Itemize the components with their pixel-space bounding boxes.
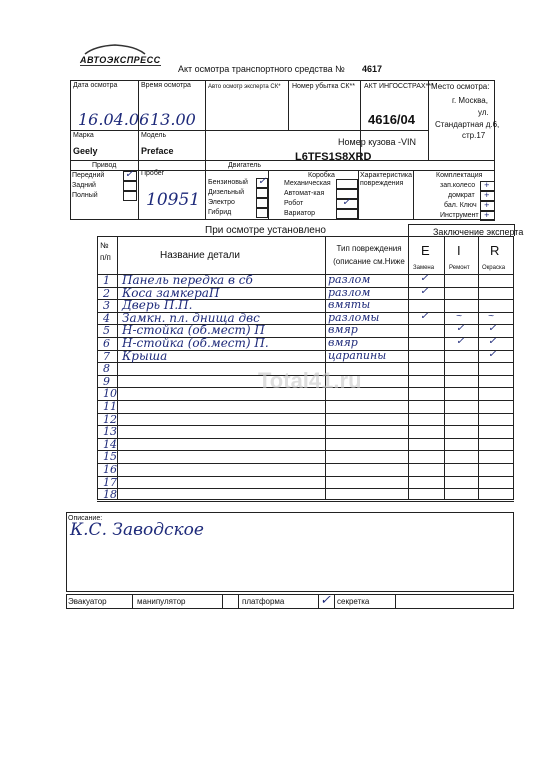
row-part-name[interactable]: Замкн. пл. днища двс <box>122 310 260 325</box>
act-number: 4617 <box>362 64 383 74</box>
row-damage-type[interactable]: разлом <box>328 285 371 299</box>
row-number: 14 <box>103 437 117 451</box>
watermark: Total41.ru <box>258 368 362 393</box>
engine-check-diesel[interactable] <box>256 188 268 198</box>
column-i: I <box>457 243 461 258</box>
check-mark-icon: ✓ <box>488 348 497 360</box>
row-damage-type[interactable]: вмяр <box>328 323 358 337</box>
place-label: Место осмотра: <box>431 82 490 91</box>
check-mark-icon: + <box>484 200 490 210</box>
check-mark-icon: ✓ <box>488 336 497 347</box>
row-damage-type[interactable]: царапины <box>328 348 387 362</box>
mileage-value: 10951 <box>146 190 201 210</box>
description-text: К.С. Заводское <box>70 520 204 540</box>
agent-label: Авто осмотр эксперта СК* <box>208 84 281 90</box>
row-part-name[interactable]: Панель передка в сб <box>122 273 253 287</box>
evacuator-option-secretka: секретка <box>337 597 370 606</box>
engine-check-hybrid[interactable] <box>256 208 268 218</box>
ingos-label: АКТ ИНГОССТРАХ*** <box>364 83 434 90</box>
row-number: 10 <box>103 387 117 401</box>
mileage-label: Пробег <box>141 170 165 177</box>
evacuator-row <box>66 594 514 609</box>
document-title: Акт осмотра транспортного средства № <box>178 64 345 74</box>
table-row-divider <box>97 425 514 426</box>
gearbox-check-manual[interactable] <box>336 179 358 189</box>
row-number: 1 <box>103 274 110 287</box>
row-number: 4 <box>103 311 110 325</box>
column-type: Тип повреждения (описание см.Ниже <box>333 244 405 266</box>
loss-number-label: Номер убытка СК** <box>292 83 355 90</box>
row-number: 6 <box>103 337 110 350</box>
gearbox-check-variator[interactable] <box>336 209 358 219</box>
evacuator-label: Эвакуатор <box>68 597 107 606</box>
gearbox-option-robot: Робот <box>284 200 304 207</box>
row-number: 16 <box>103 463 117 476</box>
row-damage-type[interactable]: вмяр <box>328 336 358 349</box>
table-row-divider <box>97 413 514 414</box>
vin-value: L6TFS1S8XRD <box>295 151 372 163</box>
drive-check-all[interactable] <box>123 191 137 201</box>
row-number: 2 <box>103 286 110 300</box>
table-row-divider <box>97 476 514 477</box>
check-mark-icon: ✓ <box>342 197 351 208</box>
gearbox-label: Коробка <box>308 172 335 179</box>
row-part-name[interactable]: Крыша <box>122 348 168 363</box>
row-number: 7 <box>103 349 110 363</box>
row-number: 18 <box>103 488 117 502</box>
table-row-divider <box>97 450 514 451</box>
equipment-item-tools: Инструмент <box>440 212 479 219</box>
check-mark-icon: ✓ <box>488 323 497 335</box>
brand-label: Марка <box>73 132 94 139</box>
check-mark-icon: ✓ <box>125 169 134 180</box>
date-value: 16.04.06 <box>78 110 150 129</box>
engine-option-diesel: Дизельный <box>208 189 244 196</box>
check-mark-icon: ~ <box>488 310 494 322</box>
drive-option-front: Передний <box>72 172 105 179</box>
row-damage-type[interactable]: разлом <box>328 273 371 286</box>
check-mark-icon: ✓ <box>320 592 331 607</box>
row-damage-type[interactable]: разломы <box>328 310 380 324</box>
table-row-divider <box>97 488 514 489</box>
check-mark-icon: ✓ <box>420 285 429 297</box>
evacuator-option-platform: платформа <box>242 597 285 606</box>
logo <box>80 52 161 72</box>
row-number: 5 <box>103 324 110 338</box>
row-number: 12 <box>103 412 117 426</box>
check-mark-icon: ✓ <box>420 273 429 284</box>
check-mark-icon: + <box>484 180 490 190</box>
column-e: E <box>421 243 430 258</box>
drive-check-rear[interactable] <box>123 181 137 191</box>
place-line-1: г. Москва, <box>452 96 488 105</box>
row-number: 3 <box>103 299 110 313</box>
expert-header: Заключение эксперта <box>433 227 524 237</box>
row-part-name[interactable]: Дверь П.П. <box>122 298 193 313</box>
gearbox-option-automatic: Автомат-кая <box>284 190 325 197</box>
time-value: 13.00 <box>150 110 196 129</box>
gearbox-option-variator: Вариатор <box>284 210 316 217</box>
drive-option-all: Полный <box>72 192 98 199</box>
column-e-sub: Замена <box>413 265 435 271</box>
damage-character-label: Характеристика повреждения <box>360 172 413 187</box>
row-number: 13 <box>103 425 117 439</box>
column-num: № п/п <box>100 241 111 262</box>
check-mark-icon: ✓ <box>456 323 465 335</box>
column-i-sub: Ремонт <box>449 265 470 271</box>
column-r: R <box>490 243 500 258</box>
drive-label: Привод <box>92 162 117 169</box>
engine-label: Двигатель <box>228 162 262 169</box>
check-mark-icon: ✓ <box>420 310 429 322</box>
table-row-divider <box>97 400 514 401</box>
engine-option-hybrid: Гибрид <box>208 209 232 216</box>
row-part-name[interactable]: Н-стойка (об.мест) П <box>122 323 265 338</box>
inspection-header: При осмотре установлено <box>205 225 326 236</box>
column-part: Название детали <box>160 250 240 261</box>
engine-check-electric[interactable] <box>256 198 268 208</box>
row-number: 15 <box>103 450 117 464</box>
row-number: 8 <box>103 362 110 376</box>
ingos-value: 4616/04 <box>368 112 415 127</box>
evacuator-option-manipulator: манипулятор <box>137 597 186 606</box>
row-damage-type[interactable]: вмяты <box>328 298 371 312</box>
time-label: Время осмотра <box>141 82 191 89</box>
table-row-divider <box>97 438 514 439</box>
equipment-item-spare-wheel: зап.колесо <box>440 182 476 189</box>
place-line-2: ул. <box>478 108 489 117</box>
model-value: Preface <box>141 146 174 156</box>
check-mark-icon: + <box>484 190 490 200</box>
model-label: Модель <box>141 132 167 139</box>
row-part-name[interactable]: Коса замкераП <box>122 285 220 300</box>
check-mark-icon: ✓ <box>258 176 267 187</box>
date-label: Дата осмотра <box>73 82 118 89</box>
logo-text: АВТОЭКСПРЕСС <box>80 55 161 65</box>
gearbox-option-manual: Механическая <box>284 180 331 187</box>
vin-label: Номер кузова -VIN <box>338 137 416 147</box>
brand-value: Geely <box>73 146 98 156</box>
check-mark-icon: + <box>484 210 490 220</box>
table-row-divider <box>97 501 514 502</box>
row-number: 9 <box>103 374 110 388</box>
place-line-4: стр.17 <box>462 131 486 140</box>
drive-option-rear: Задний <box>72 182 96 189</box>
row-part-name[interactable]: Н-стойка (об.мест) П. <box>122 336 269 350</box>
table-row-divider <box>97 463 514 464</box>
engine-option-petrol: Бензиновый <box>208 179 248 186</box>
equipment-label: Комплектация <box>436 172 483 179</box>
row-number: 17 <box>103 475 117 489</box>
check-mark-icon: ~ <box>456 310 462 322</box>
column-r-sub: Окраска <box>482 265 506 271</box>
engine-option-electric: Электро <box>208 199 235 206</box>
row-number: 11 <box>103 400 117 413</box>
equipment-item-jack: домкрат <box>448 192 475 199</box>
place-line-3: Стандартная д.6, <box>435 120 500 129</box>
equipment-item-wrench: бал. Ключ <box>444 202 477 209</box>
description-label: Описание: <box>68 515 103 522</box>
check-mark-icon: ✓ <box>456 336 465 347</box>
